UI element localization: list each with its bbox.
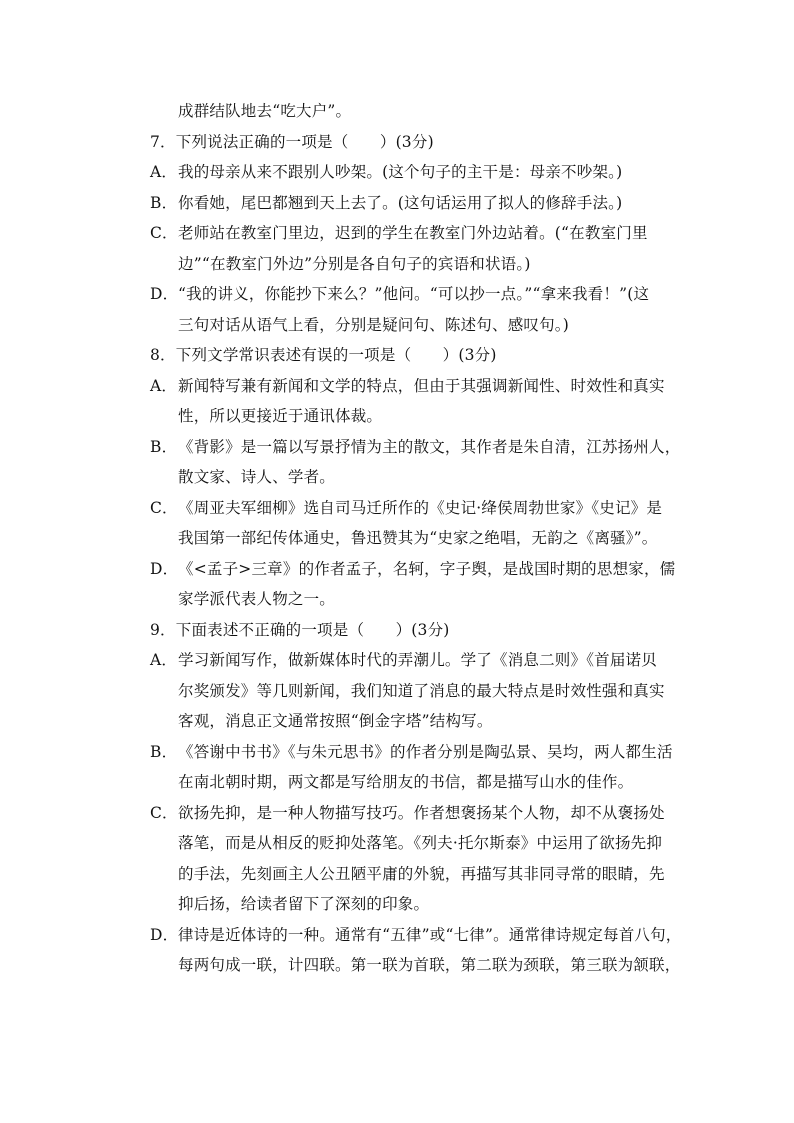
option-text: 我的母亲从来不跟别人吵架。(这个句子的主干是：母亲不吵架。) (178, 163, 623, 181)
option-text: 你看她，尾巴都翘到天上去了。(这句话运用了拟人的修辞手法。) (178, 193, 623, 212)
question-9-stem: 9．下面表述不正确的一项是（ ）(3分) (150, 620, 450, 639)
option-letter: B． (150, 193, 178, 212)
question-7-option-a (150, 157, 680, 188)
question-9-option-a-continued: 客观，消息正文通常按照“倒金字塔”结构写。 (178, 712, 493, 730)
question-9-option-c (150, 798, 680, 829)
question-9-option-c-continued: 落笔，而是从相反的贬抑处落笔。《列夫·托尔斯泰》中运用了欲扬先抑 (178, 834, 663, 852)
question-8-option-a-continued: 性，所以更接近于通讯体裁。 (178, 407, 383, 425)
question-8-option-a (150, 371, 680, 402)
option-text: 新闻特写兼有新闻和文学的特点，但由于其强调新闻性、时效性和真实 (178, 376, 665, 395)
question-7-stem: 7．下列说法正确的一项是（ ）(3分) (150, 132, 434, 151)
question-8-option-b (150, 432, 680, 463)
option-text: 《背影》是一篇以写景抒情为主的散文，其作者是朱自清，江苏扬州人， (178, 437, 681, 456)
option-letter: C． (150, 803, 178, 822)
option-text: 欲扬先抑，是一种人物描写技巧。作者想褒扬某个人物，却不从褒扬处 (178, 803, 665, 822)
question-9-option-a-continued: 尔奖颁发》等几则新闻，我们知道了消息的最大特点是时效性强和真实 (178, 681, 665, 700)
option-text: “我的讲义，你能抄下来么？”他问。“可以抄一点。”“拿来我看！”(这 (178, 285, 650, 303)
question-9-option-b-continued: 在南北朝时期，两文都是写给朋友的书信，都是描写山水的佳作。 (178, 773, 634, 791)
question-8-option-d (150, 554, 680, 585)
option-letter: D． (150, 285, 179, 303)
question-7-option-c (150, 218, 680, 249)
question-9-option-c-continued: 的手法，先刻画主人公丑陋平庸的外貌，再描写其非同寻常的眼睛，先 (178, 864, 665, 883)
option-letter: A． (150, 163, 178, 181)
question-9-option-d-continued: 每两句成一联，计四联。第一联为首联，第二联为颈联，第三联为颔联， (178, 956, 681, 974)
question-9-option-b (150, 737, 680, 768)
question-content (150, 96, 680, 981)
question-9-option-c-continued: 抑后扬，给读者留下了深刻的印象。 (178, 895, 430, 913)
option-letter: B． (150, 742, 178, 761)
question-8-option-b-continued: 散文家、诗人、学者。 (178, 468, 336, 486)
option-text: 《答谢中书书》《与朱元思书》的作者分别是陶弘景、吴均，两人都生活 (178, 742, 673, 761)
option-text: 学习新闻写作，做新媒体时代的弄潮儿。学了《消息二则》《首届诺贝 (178, 651, 657, 669)
question-8-option-c-continued: 我国第一部纪传体通史，鲁迅赞其为“史家之绝唱，无韵之《离骚》”。 (178, 529, 658, 547)
option-letter: C． (150, 224, 178, 242)
question-8-option-d-continued: 家学派代表人物之一。 (178, 590, 336, 608)
question-8-stem: 8．下列文学常识表述有误的一项是（ ）(3分) (150, 346, 497, 364)
question-7-option-d-continued: 三句对话从语气上看，分别是疑问句、陈述句、感叹句。) (178, 315, 569, 334)
option-letter: D． (150, 925, 179, 944)
question-7-option-c-continued: 边”“在教室门外边”分别是各自句子的宾语和状语。) (178, 254, 531, 273)
question-8-option-c (150, 493, 680, 524)
option-text: 老师站在教室门里边，迟到的学生在教室门外边站着。(“在教室门里 (178, 224, 648, 242)
option-letter: B． (150, 437, 178, 456)
option-text: 《<孟子>三章》的作者孟子，名轲，字子舆，是战国时期的思想家，儒 (178, 559, 676, 578)
continued-text-line: 成群结队地去“吃大户”。 (178, 102, 352, 120)
option-text: 《周亚夫军细柳》选自司马迁所作的《史记·绛侯周勃世家》《史记》是 (178, 498, 663, 517)
option-letter: C． (150, 498, 178, 517)
question-9-option-d (150, 920, 680, 951)
question-7-option-b (150, 188, 680, 219)
option-letter: A． (150, 651, 178, 669)
option-letter: D． (150, 559, 179, 578)
question-9-option-a (150, 645, 680, 676)
question-7-option-d (150, 279, 680, 310)
option-text: 律诗是近体诗的一种。通常有“五律”或“七律”。通常律诗规定每首八句， (178, 925, 682, 944)
option-letter: A． (150, 376, 178, 395)
